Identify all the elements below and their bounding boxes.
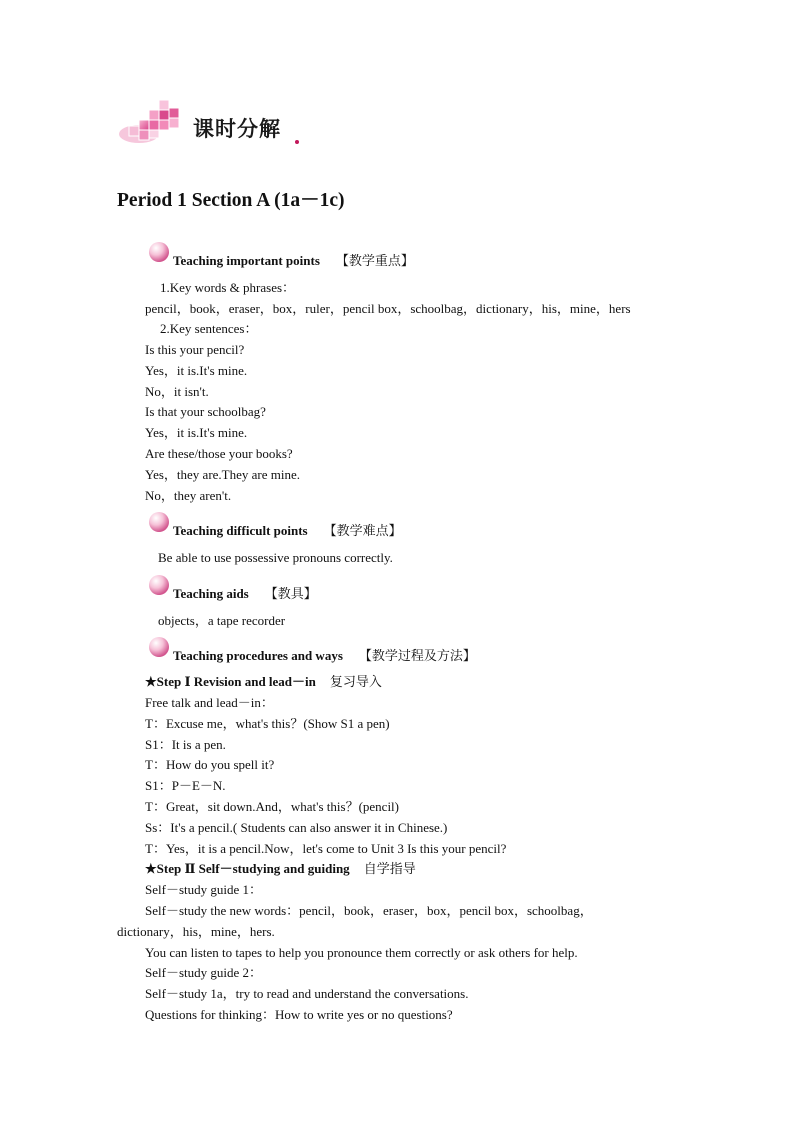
key-sentence: No，they aren't.	[145, 488, 232, 503]
step-2-en: ★Step Ⅱ Self－studying and guiding	[145, 861, 350, 876]
step-2-line: Self－study the new words：pencil，book，eraser，box，pencil box，schoolbag，	[145, 903, 593, 918]
step-1-line: S1：P－E－N.	[145, 778, 226, 793]
key-sentence: Yes，it is.It's mine.	[145, 425, 248, 440]
key-sentence: Yes，they are.They are mine.	[145, 467, 300, 482]
banner-title: 课时分解	[193, 117, 281, 141]
step-1-cn: 复习导入	[329, 675, 382, 690]
step-1-heading	[145, 674, 382, 691]
section-teaching-aids	[173, 586, 317, 603]
step-1-line: Free talk and lead－in：	[145, 695, 274, 710]
step-2-line: Self－study guide 2：	[145, 965, 262, 980]
section-procedures-en: Teaching procedures and ways	[173, 648, 343, 663]
key-sentence: No，it isn't.	[145, 384, 209, 399]
step-1-en: ★Step Ⅰ Revision and lead－in	[145, 674, 316, 689]
key-words-list: pencil，book，eraser，box，ruler，pencil box，schoolbag，dictionary，his，mine，hers	[145, 301, 631, 316]
section-important-cn: 【教学重点】	[335, 254, 414, 269]
step-2-line: Self－study 1a，try to read and understand the conversations.	[145, 986, 469, 1001]
step-2-line: Self－study guide 1：	[145, 882, 262, 897]
step-1-line: Ss：It's a pencil.( Students can also answer it in Chinese.)	[145, 820, 448, 835]
pink-ball-icon	[148, 636, 170, 658]
step-2-heading	[145, 861, 416, 878]
section-procedures-cn: 【教学过程及方法】	[358, 649, 476, 664]
step-1-line: T：Excuse me，what's this？(Show S1 a pen)	[145, 716, 390, 731]
difficult-text: Be able to use possessive pronouns correctly.	[158, 550, 393, 565]
key-words-heading: 1.Key words & phrases：	[160, 280, 296, 295]
step-2-line: dictionary，his，mine，hers.	[117, 924, 275, 939]
section-aids-en: Teaching aids	[173, 586, 249, 601]
step-2-cn: 自学指导	[363, 862, 416, 877]
pink-ball-icon	[148, 241, 170, 263]
step-1-line: T：How do you spell it?	[145, 757, 275, 772]
key-sentence: Yes，it is.It's mine.	[145, 363, 248, 378]
key-sentence: Is this your pencil?	[145, 342, 245, 357]
step-1-line: T：Yes，it is a pencil.Now，let's come to Unit 3 Is this your pencil?	[145, 841, 507, 856]
section-procedures	[173, 648, 476, 665]
step-2-line: You can listen to tapes to help you pronounce them correctly or ask others for help.	[145, 945, 578, 960]
section-important-points	[173, 253, 414, 270]
section-difficult-en: Teaching difficult points	[173, 523, 308, 538]
section-important-en: Teaching important points	[173, 253, 320, 268]
section-difficult-cn: 【教学难点】	[323, 524, 402, 539]
key-sentence: Is that your schoolbag?	[145, 404, 266, 419]
step-1-line: T：Great，sit down.And，what's this？(pencil)	[145, 799, 399, 814]
section-aids-cn: 【教具】	[264, 587, 317, 602]
pink-ball-icon	[148, 511, 170, 533]
step-2-line: Questions for thinking：How to write yes or no questions?	[145, 1007, 453, 1022]
aids-text: objects，a tape recorder	[158, 613, 286, 628]
key-sentences-heading: 2.Key sentences：	[160, 321, 258, 336]
section-difficult-points	[173, 523, 402, 540]
key-sentence: Are these/those your books?	[145, 446, 293, 461]
pink-ball-icon	[148, 574, 170, 596]
step-1-line: S1：It is a pen.	[145, 737, 226, 752]
page-title: Period 1 Section A (1a－1c)	[117, 190, 345, 211]
